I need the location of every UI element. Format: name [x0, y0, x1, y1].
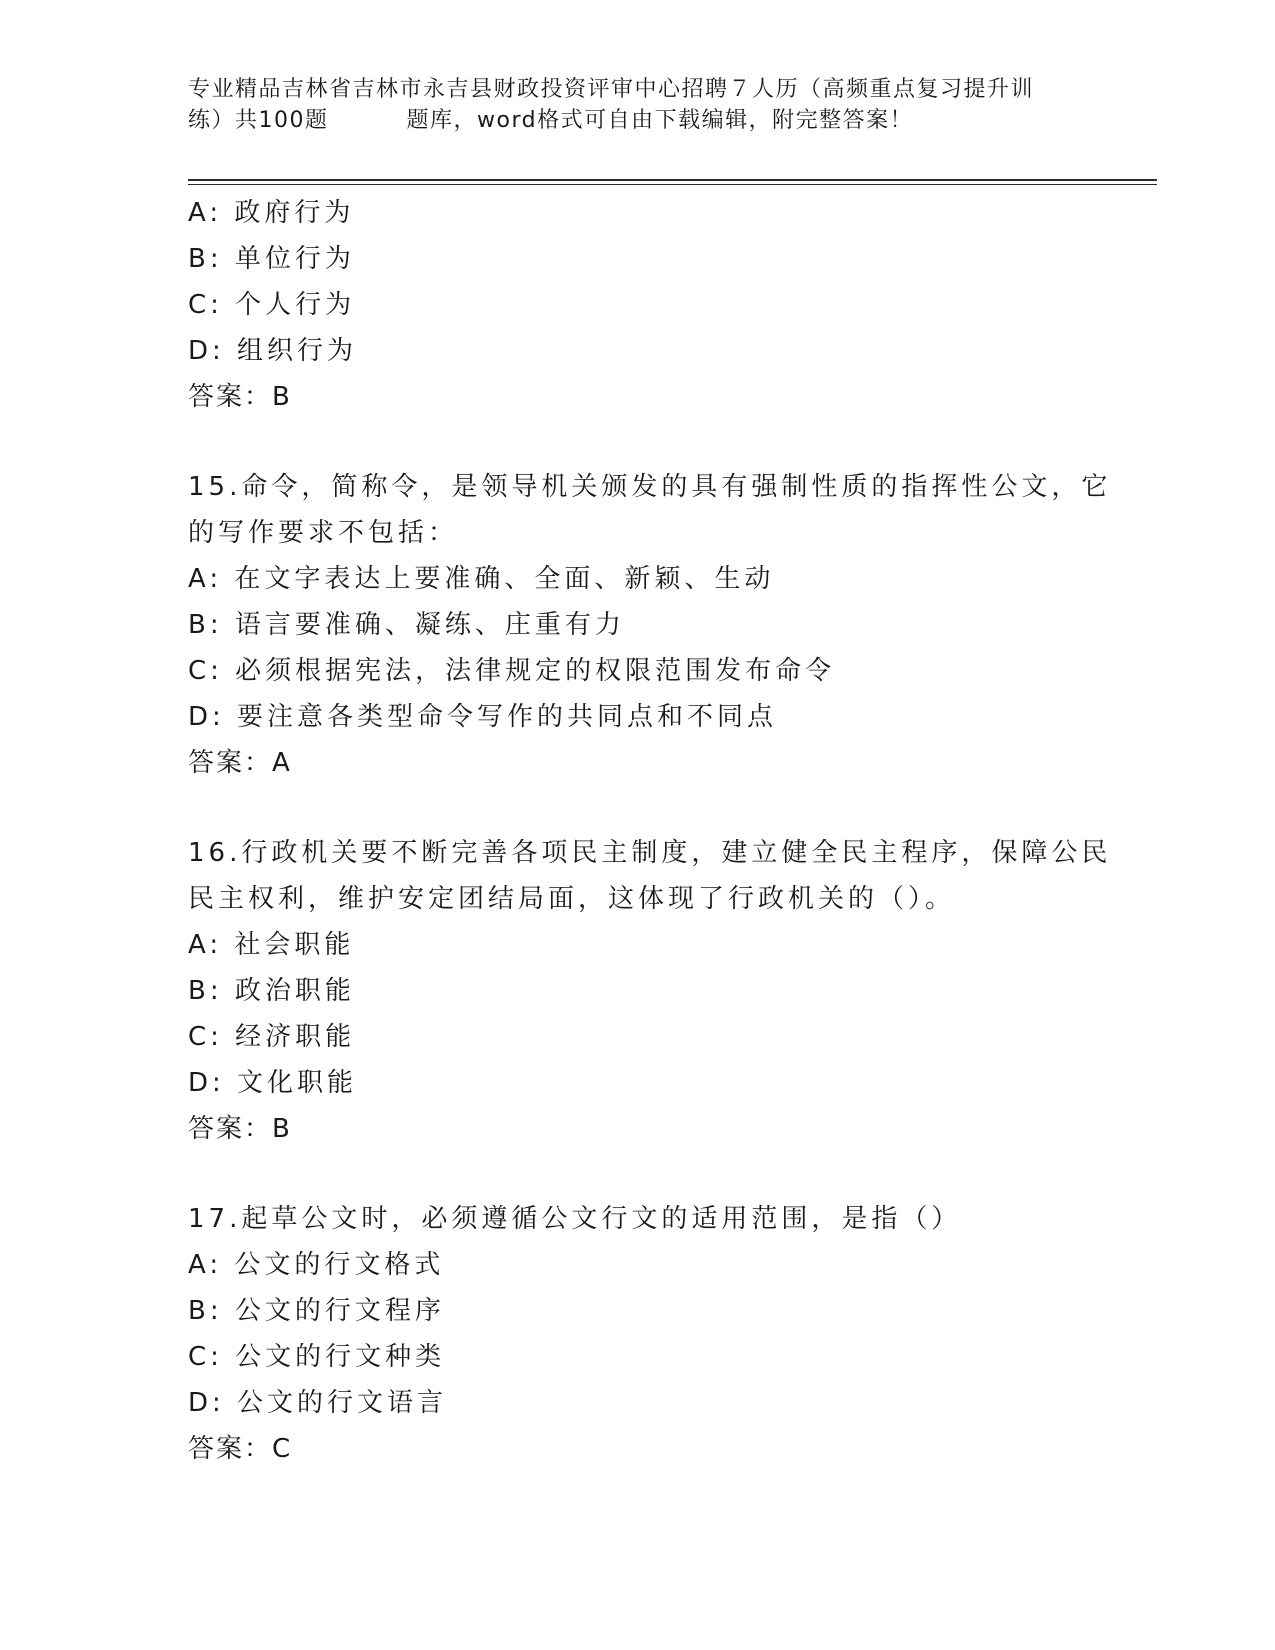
question-16 — [188, 830, 1112, 1152]
question-14 — [188, 190, 1088, 420]
answer: 答案：B — [188, 1114, 292, 1144]
option-a: A: 公文的行文格式 — [188, 1250, 445, 1280]
header-rule-thin — [188, 184, 1157, 185]
option-c: C: 公文的行文种类 — [188, 1342, 446, 1372]
question-list — [188, 190, 1112, 1472]
question-stem-line-2: 民主权利，维护安定团结局面，这体现了行政机关的（）。 — [188, 884, 956, 914]
question-spacer — [188, 1152, 1088, 1196]
option-b: B: 政治职能 — [188, 976, 355, 1006]
question-stem-line-1: 17.起草公文时，必须遵循公文行文的适用范围，是指（） — [188, 1204, 962, 1234]
header-line-2-part-1: 练）共100题 — [188, 108, 329, 133]
option-b: B: 公文的行文程序 — [188, 1296, 445, 1326]
option-d: D: 组织行为 — [188, 336, 358, 366]
option-a: A: 政府行为 — [188, 198, 355, 228]
option-a: A: 在文字表达上要准确、全面、新颖、生动 — [188, 564, 775, 594]
answer: 答案：C — [188, 1434, 293, 1464]
option-c: C: 经济职能 — [188, 1022, 356, 1052]
option-b: B: 语言要准确、凝练、庄重有力 — [188, 610, 625, 640]
question-spacer — [188, 420, 1088, 464]
question-stem-line-1: 15.命令，简称令，是领导机关颁发的具有强制性质的指挥性公文，它 — [188, 472, 1112, 502]
option-c: C: 个人行为 — [188, 290, 356, 320]
header-line-2-part-2: 题库，word格式可自由下载编辑，附完整答案！ — [406, 108, 914, 133]
option-b: B: 单位行为 — [188, 244, 355, 274]
answer: 答案：B — [188, 382, 292, 412]
answer: 答案：A — [188, 748, 292, 778]
document-header — [188, 74, 1088, 136]
question-15 — [188, 464, 1112, 786]
question-stem-line-2: 的写作要求不包括： — [188, 518, 459, 548]
option-c: C: 必须根据宪法，法律规定的权限范围发布命令 — [188, 656, 836, 686]
option-d: D: 公文的行文语言 — [188, 1388, 448, 1418]
option-d: D: 文化职能 — [188, 1068, 358, 1098]
header-line-2 — [188, 105, 1088, 136]
header-rule-thick — [188, 179, 1157, 181]
question-stem-line-1: 16.行政机关要不断完善各项民主制度，建立健全民主程序，保障公民 — [188, 838, 1112, 868]
option-d: D: 要注意各类型命令写作的共同点和不同点 — [188, 702, 778, 732]
question-spacer — [188, 786, 1088, 830]
option-a: A: 社会职能 — [188, 930, 355, 960]
header-line-1: 专业精品吉林省吉林市永吉县财政投资评审中心招聘７人历（高频重点复习提升训 — [188, 77, 1035, 102]
question-17 — [188, 1196, 1088, 1472]
